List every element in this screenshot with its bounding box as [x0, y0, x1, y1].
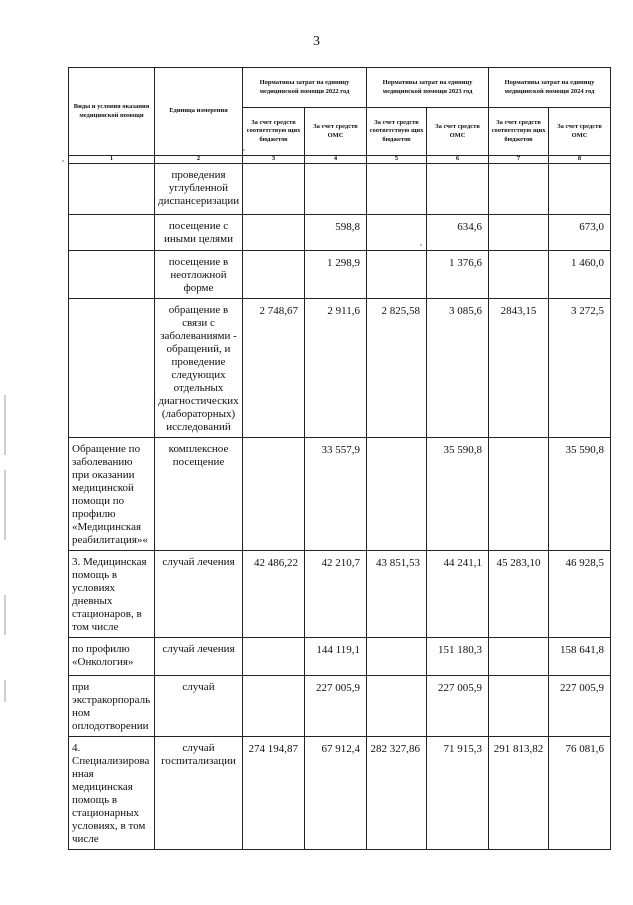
page-number: 3	[313, 34, 320, 49]
cell-value: 76 081,6	[549, 737, 611, 850]
cell-value: 227 005,9	[305, 676, 367, 737]
cell-value	[489, 438, 549, 551]
cell-value	[243, 438, 305, 551]
index-cell: 8	[549, 156, 611, 164]
cell-unit: случай лечения	[155, 638, 243, 676]
table-row	[69, 676, 611, 737]
cell-value: 45 283,10	[489, 551, 549, 638]
cell-value: 67 912,4	[305, 737, 367, 850]
cell-value: 42 210,7	[305, 551, 367, 638]
cell-value	[549, 164, 611, 215]
table-row	[69, 638, 611, 676]
cell-value	[367, 215, 427, 251]
scan-speck	[243, 149, 245, 151]
cell-value: 2843,15	[489, 299, 549, 438]
index-row	[69, 156, 611, 164]
index-cell: 7	[489, 156, 549, 164]
cell-value	[243, 638, 305, 676]
index-cell: 2	[155, 156, 243, 164]
cell-value: 227 005,9	[427, 676, 489, 737]
cell-type: по профилю «Онкология»	[69, 638, 155, 676]
cell-unit: случай госпитализации	[155, 737, 243, 850]
cell-value: 274 194,87	[243, 737, 305, 850]
index-cell: 1	[69, 156, 155, 164]
cell-type	[69, 251, 155, 299]
header-row-top	[69, 68, 611, 108]
cell-value: 71 915,3	[427, 737, 489, 850]
cell-value: 598,8	[305, 215, 367, 251]
cell-value: 158 641,8	[549, 638, 611, 676]
cell-value: 43 851,53	[367, 551, 427, 638]
table-row	[69, 737, 611, 850]
cell-value	[243, 215, 305, 251]
header-group-2024: Нормативы затрат на единицу медицинской помощи 2024 год	[489, 68, 611, 108]
cell-type	[69, 215, 155, 251]
index-cell: 6	[427, 156, 489, 164]
cell-value	[489, 676, 549, 737]
cell-value	[367, 676, 427, 737]
header-group-2023: Нормативы затрат на единицу медицинской помощи 2023 год	[367, 68, 489, 108]
cell-value: 1 460,0	[549, 251, 611, 299]
norms-table	[68, 67, 611, 850]
cell-type: Обращение по заболеванию при оказании медицинской помощи по профилю «Медицинская реабилитация»«	[69, 438, 155, 551]
scan-edge-mark	[4, 470, 6, 540]
scan-edge-mark	[4, 680, 6, 702]
cell-value: 1 298,9	[305, 251, 367, 299]
cell-value	[243, 676, 305, 737]
cell-value: 46 928,5	[549, 551, 611, 638]
cell-value	[305, 164, 367, 215]
cell-value	[489, 215, 549, 251]
table-row	[69, 215, 611, 251]
cell-value: 673,0	[549, 215, 611, 251]
table-row	[69, 299, 611, 438]
header-oms-2023: За счет средств ОМС	[427, 108, 489, 156]
scan-edge-mark	[4, 395, 6, 455]
cell-value	[367, 251, 427, 299]
cell-unit: комплексное посещение	[155, 438, 243, 551]
cell-value	[367, 638, 427, 676]
cell-value	[427, 164, 489, 215]
cell-value: 3 085,6	[427, 299, 489, 438]
cell-type: 4. Специализирова нная медицинская помощь в стационарных условиях, в том числе	[69, 737, 155, 850]
index-cell: 5	[367, 156, 427, 164]
header-oms-2024: За счет средств ОМС	[549, 108, 611, 156]
header-type: Виды и условия оказания медицинской помощи	[69, 68, 155, 156]
header-budget-2023: За счет средств соответствую щих бюджетов	[367, 108, 427, 156]
cell-value	[367, 164, 427, 215]
cell-value: 2 825,58	[367, 299, 427, 438]
cell-value: 2 911,6	[305, 299, 367, 438]
cell-value: 144 119,1	[305, 638, 367, 676]
cell-value: 44 241,1	[427, 551, 489, 638]
table-row	[69, 164, 611, 215]
cell-unit: проведения углубленной диспансеризации	[155, 164, 243, 215]
index-cell: 4	[305, 156, 367, 164]
table-row	[69, 438, 611, 551]
cell-value: 291 813,82	[489, 737, 549, 850]
table-row	[69, 251, 611, 299]
cell-value: 227 005,9	[549, 676, 611, 737]
cell-value: 1 376,6	[427, 251, 489, 299]
cell-value	[489, 638, 549, 676]
header-budget-2022: За счет средств соответствую щих бюджетов	[243, 108, 305, 156]
header-group-2022: Нормативы затрат на единицу медицинской помощи 2022 год	[243, 68, 367, 108]
cell-value: 282 327,86	[367, 737, 427, 850]
index-cell: 3	[243, 156, 305, 164]
cell-unit: посещение с иными целями	[155, 215, 243, 251]
scan-edge-mark	[4, 595, 6, 635]
header-oms-2022: За счет средств ОМС	[305, 108, 367, 156]
header-unit: Единица измерения	[155, 68, 243, 156]
cell-type: 3. Медицинская помощь в условиях дневных стационаров, в том числе	[69, 551, 155, 638]
header-budget-2024: За счет средств соответствую щих бюджетов	[489, 108, 549, 156]
cell-value	[243, 164, 305, 215]
cell-value: 151 180,3	[427, 638, 489, 676]
cell-value	[367, 438, 427, 551]
cell-unit: обращение в связи с заболеваниями - обращений, и проведение следующих отдельных диагностических (лабораторных) исследований	[155, 299, 243, 438]
cell-type	[69, 164, 155, 215]
scan-speck	[62, 160, 64, 162]
cell-value: 42 486,22	[243, 551, 305, 638]
cell-value: 33 557,9	[305, 438, 367, 551]
cell-type	[69, 299, 155, 438]
cell-unit: посещение в неотложной форме	[155, 251, 243, 299]
cell-value	[489, 251, 549, 299]
table-row	[69, 551, 611, 638]
cell-value: 3 272,5	[549, 299, 611, 438]
cell-value: 634,6	[427, 215, 489, 251]
cell-unit: случай	[155, 676, 243, 737]
cell-value: 2 748,67	[243, 299, 305, 438]
cell-value	[489, 164, 549, 215]
cell-value: 35 590,8	[427, 438, 489, 551]
cell-unit: случай лечения	[155, 551, 243, 638]
scan-speck	[420, 244, 422, 246]
cell-value	[243, 251, 305, 299]
cell-type: при экстракорпораль ном оплодотворении	[69, 676, 155, 737]
cell-value: 35 590,8	[549, 438, 611, 551]
